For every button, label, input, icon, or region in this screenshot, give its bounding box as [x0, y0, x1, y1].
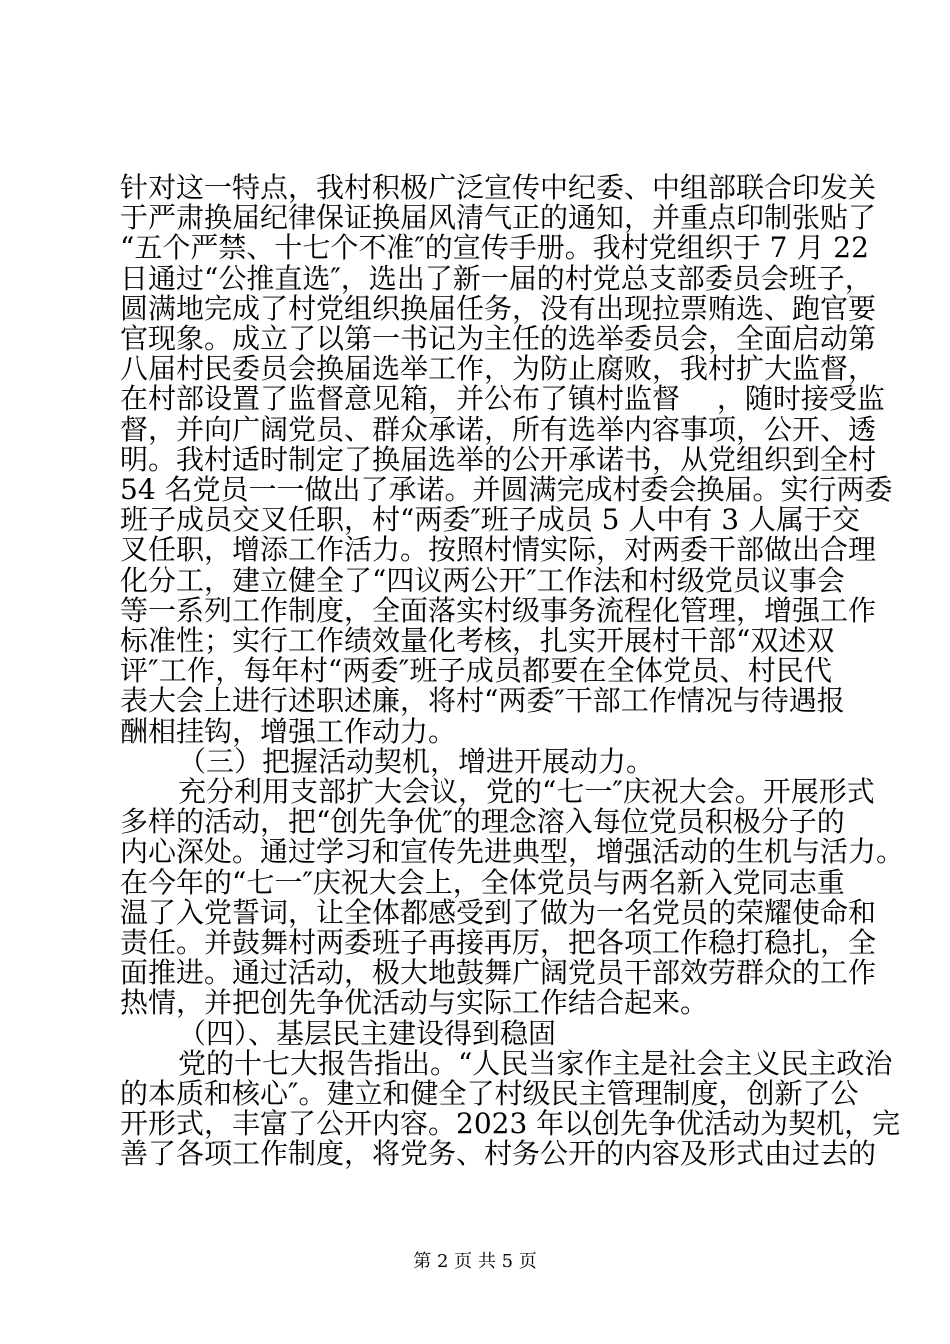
body-line: 表大会上进行述职述廉，将村“两委″干部工作情况与待遇报 — [120, 684, 845, 718]
body-line: 官现象。成立了以第一书记为主任的选举委员会，全面启动第 — [120, 322, 877, 355]
body-line: 多样的活动，把“创先争优″的理念溶入每位党员积极分子的 — [120, 805, 845, 839]
body-line: 等一系列工作制度，全面落实村级事务流程化管理，增强工作 — [120, 593, 877, 627]
body-line: 温了入党誓词，让全体都感受到了做为一名党员的荣耀使命和 — [120, 895, 877, 929]
body-line: 八届村民委员会换届选举工作，为防止腐败，我村扩大监督， — [120, 352, 877, 386]
body-line: 标准性；实行工作绩效量化考核，扎实开展村干部“双述双 — [120, 624, 835, 657]
body-line: 内心深处。通过学习和宣传先进典型，增强活动的生机与活力。 — [120, 835, 905, 869]
body-line: 化分工，建立健全了“四议两公开″工作法和村级党员议事会 — [120, 563, 845, 597]
body-line: 明。我村适时制定了换届选举的公开承诺书，从党组织到全村 — [120, 442, 877, 476]
body-line: 的本质和核心″。建立和健全了村级民主管理制度，创新了公 — [120, 1077, 859, 1110]
body-line: 面推进。通过活动，极大地鼓舞广阔党员干部效劳群众的工作 — [120, 956, 877, 990]
body-line: 善了各项工作制度，将党务、村务公开的内容及形式由过去的 — [120, 1137, 877, 1171]
body-line: 针对这一特点，我村积极广泛宣传中纪委、中组部联合印发关 — [120, 171, 877, 204]
body-line: 开形式，丰富了公开内容。2023 年以创先争优活动为契机，完 — [120, 1107, 901, 1141]
body-line: 在今年的“七一″庆祝大会上，全体党员与两名新入党同志重 — [120, 865, 845, 899]
body-line: 日通过“公推直选″，选出了新一届的村党总支部委员会班子， — [120, 261, 873, 295]
body-line: 54 名党员一一做出了承诺。并圆满完成村委会换届。实行两委 — [120, 473, 893, 506]
body-line: 评″工作，每年村“两委″班子成员都要在全体党员、村民代 — [120, 654, 832, 688]
body-line: 叉任职，增添工作活力。按照村情实际，对两委干部做出合理 — [120, 533, 877, 567]
body-line: 党的十七大报告指出。“人民当家作主是社会主义民主政治 — [178, 1046, 893, 1080]
body-line: 热情，并把创先争优活动与实际工作结合起来。 — [120, 986, 709, 1020]
body-line: 班子成员交叉任职，村“两委″班子成员 5 人中有 3 人属于交 — [120, 503, 861, 537]
body-line: 酬相挂钩，增强工作动力。 — [120, 714, 457, 748]
body-line: 充分利用支部扩大会议，党的“七一″庆祝大会。开展形式 — [178, 775, 875, 808]
body-line: 责任。并鼓舞村两委班子再接再厉，把各项工作稳打稳扎，全 — [120, 926, 877, 959]
page-footer: 第 2 页 共 5 页 — [413, 1251, 537, 1272]
section-heading: （四）、基层民主建设得到稳固 — [178, 1016, 557, 1050]
body-line: 督，并向广阔党员、群众承诺，所有选举内容事项，公开、透 — [120, 412, 877, 446]
body-line: “五个严禁、十七个不准″的宣传手册。我村党组织于 7 月 22 — [120, 231, 869, 265]
body-line: 于严肃换届纪律保证换届风清气正的通知，并重点印制张贴了 — [120, 201, 877, 235]
section-heading: （三）把握活动契机，增进开展动力。 — [178, 744, 655, 778]
body-line: 在村部设置了监督意见箱，并公布了镇村监督 ，随时接受监 — [120, 382, 885, 416]
body-line: 圆满地完成了村党组织换届任务，没有出现拉票贿选、跑官要 — [120, 291, 877, 325]
